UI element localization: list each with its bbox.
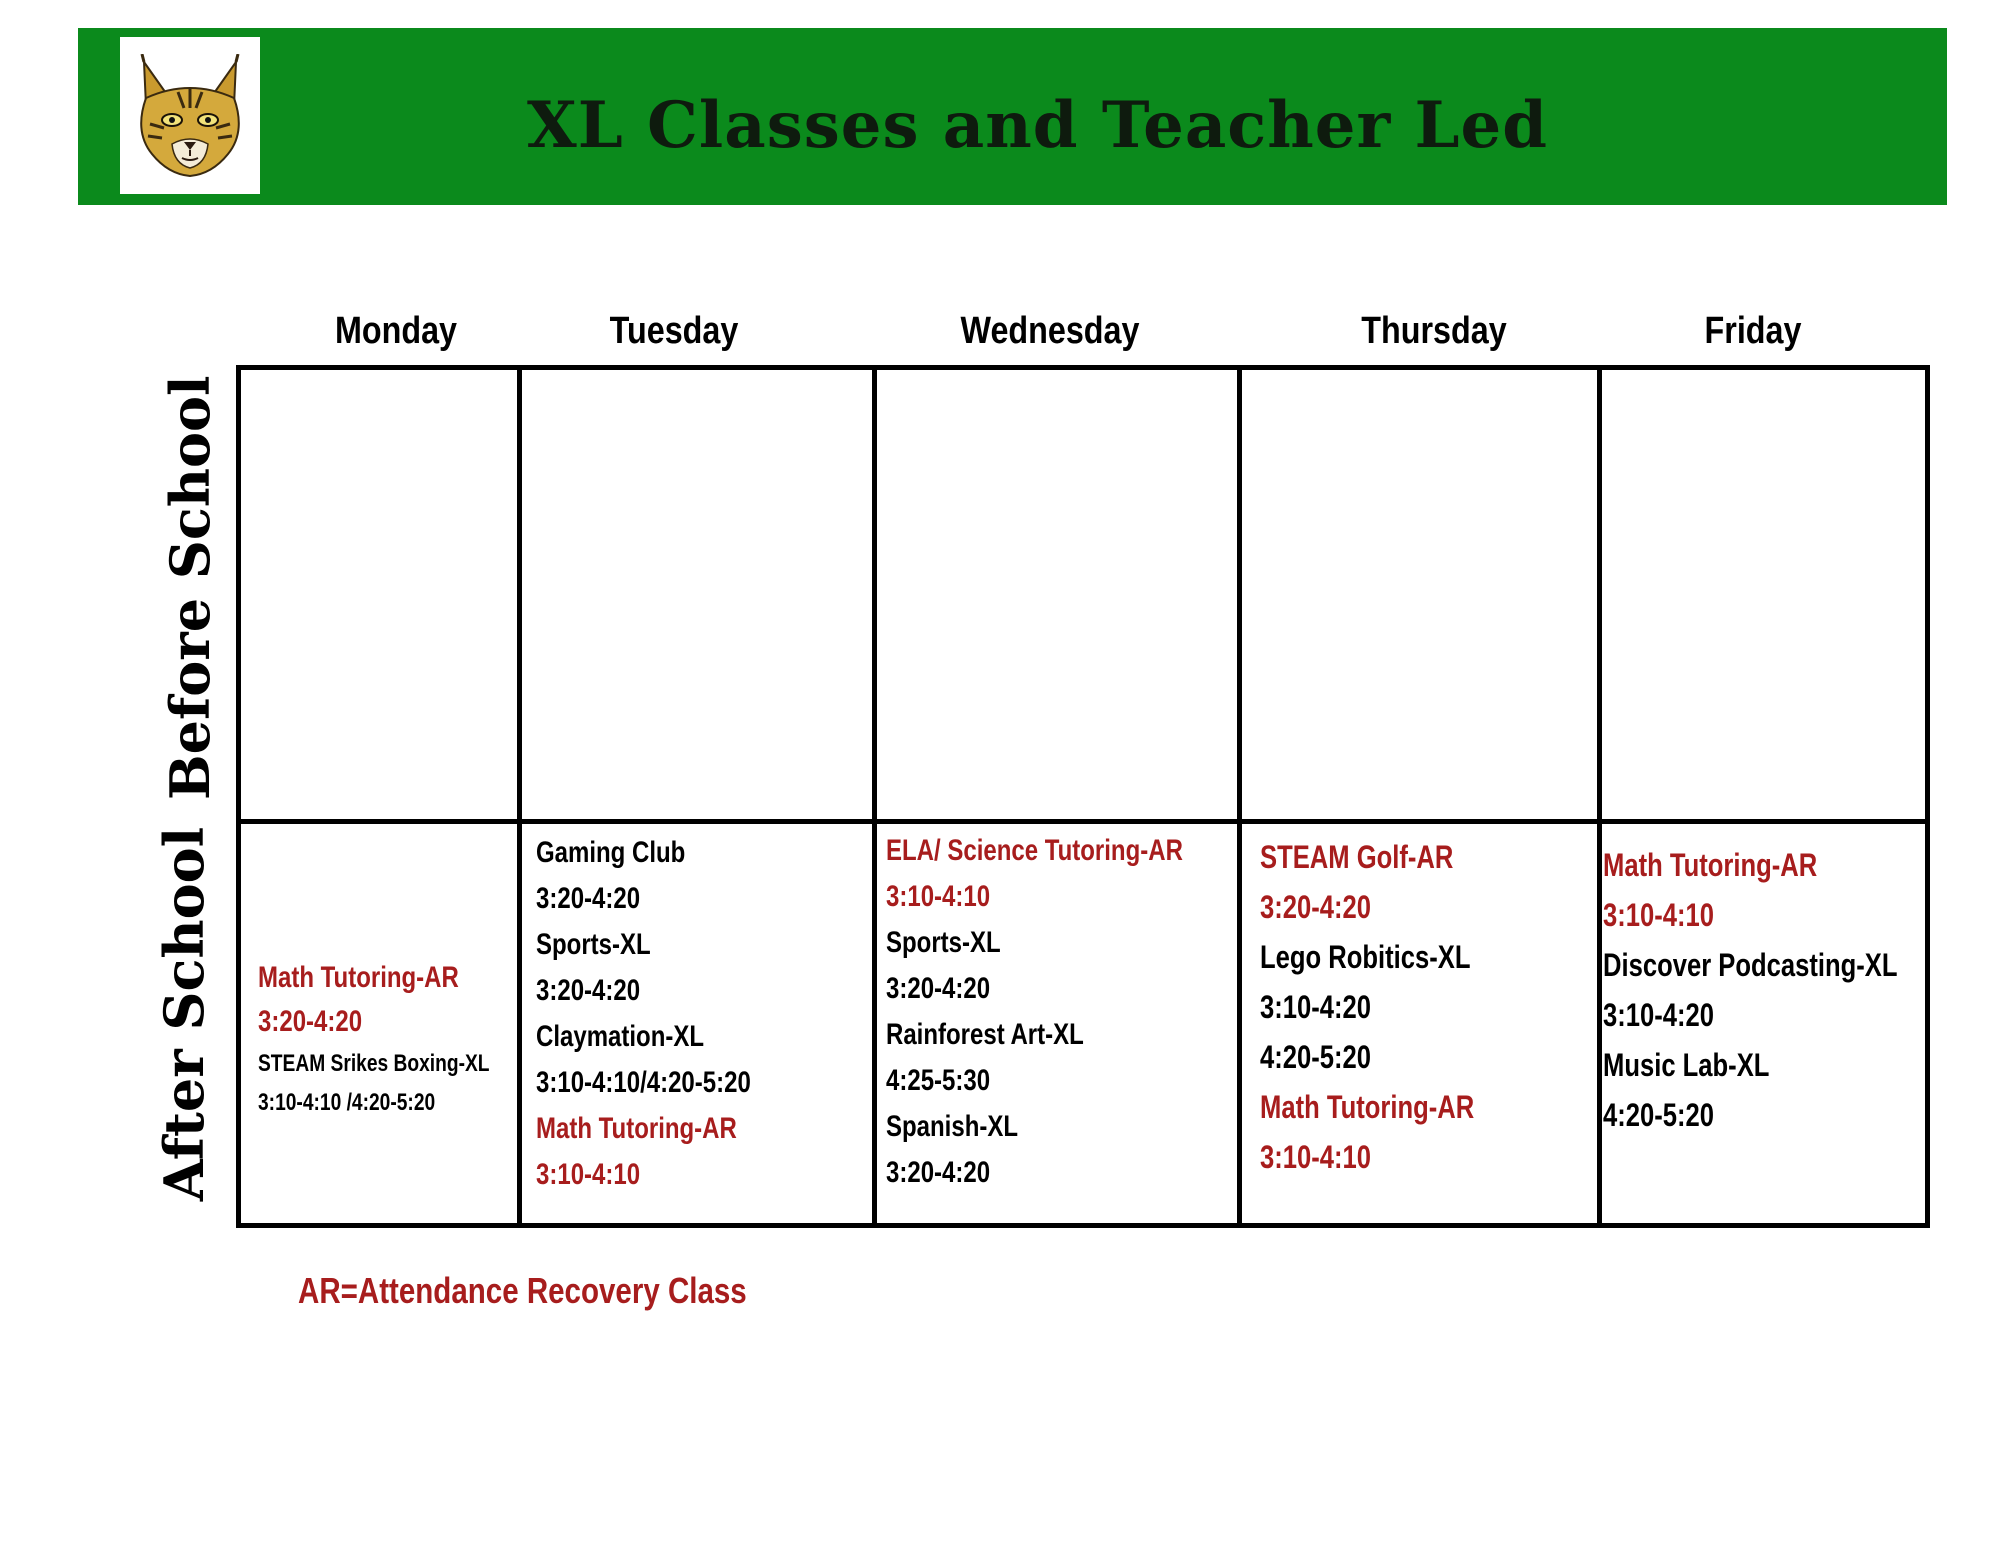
cell-line: Music Lab-XL [1603, 1047, 1770, 1083]
cell-line: Math Tutoring-AR [536, 1112, 737, 1145]
cell-line: Rainforest Art-XL [886, 1018, 1084, 1051]
row-label-before-school: Before School [158, 375, 222, 800]
cell-line: 3:10-4:10 [536, 1158, 641, 1191]
cell-line: Lego Robitics-XL [1260, 939, 1471, 975]
cell-line: 3:10-4:10 [1603, 897, 1714, 933]
cell-line: Math Tutoring-AR [1260, 1089, 1475, 1125]
cell-line: STEAM Golf-AR [1260, 839, 1454, 875]
grid-divider [1597, 370, 1602, 1223]
cell-line: Spanish-XL [886, 1110, 1019, 1143]
day-header-wednesday: Wednesday [960, 310, 1140, 352]
cell-line: 3:10-4:10/4:20-5:20 [536, 1066, 751, 1099]
cell-line: 3:10-4:10 [886, 880, 991, 913]
cell-line: 4:25-5:30 [886, 1064, 991, 1097]
grid-divider [517, 370, 522, 1223]
cell-line: Discover Podcasting-XL [1603, 947, 1898, 983]
cell-line: 3:10-4:10 [1260, 1139, 1371, 1175]
header-banner [78, 28, 1947, 205]
cell-line: 3:20-4:20 [1260, 889, 1371, 925]
cell-line: 3:20-4:20 [886, 1156, 991, 1189]
cell-line: 3:20-4:20 [536, 974, 641, 1007]
cell-line: ELA/ Science Tutoring-AR [886, 834, 1183, 867]
cell-line: 4:20-5:20 [1260, 1039, 1371, 1075]
cell-after-tuesday [536, 830, 751, 1198]
day-header-monday: Monday [334, 310, 458, 352]
cell-after-friday [1603, 840, 1897, 1140]
cell-line: Sports-XL [536, 928, 651, 961]
day-header-thursday: Thursday [1361, 310, 1507, 352]
grid-divider [872, 370, 877, 1223]
cell-line: 3:10-4:20 [1603, 997, 1714, 1033]
page-title: XL Classes and Teacher Led [527, 88, 1548, 163]
cell-line: Math Tutoring-AR [1603, 847, 1818, 883]
grid-divider [1237, 370, 1242, 1223]
cell-after-wednesday [886, 828, 1183, 1196]
cell-after-monday [258, 956, 490, 1122]
cell-line: 3:20-4:20 [258, 1005, 363, 1038]
day-header-friday: Friday [1704, 310, 1802, 352]
cell-line: 3:20-4:20 [886, 972, 991, 1005]
grid-row-divider [241, 819, 1925, 824]
cell-line: Gaming Club [536, 836, 686, 869]
cell-line: 3:20-4:20 [536, 882, 641, 915]
cell-line: STEAM Srikes Boxing-XL [258, 1050, 490, 1077]
cell-line: 4:20-5:20 [1603, 1097, 1714, 1133]
cell-line: 3:10-4:20 [1260, 989, 1371, 1025]
cell-line: Claymation-XL [536, 1020, 705, 1053]
row-label-after-school: After School [152, 826, 216, 1202]
legend-note: AR=Attendance Recovery Class [298, 1270, 747, 1311]
cell-after-thursday [1260, 832, 1474, 1182]
cell-line: Sports-XL [886, 926, 1001, 959]
cell-line: 3:10-4:10 /4:20-5:20 [258, 1089, 436, 1116]
day-header-tuesday: Tuesday [609, 310, 739, 352]
cell-line: Math Tutoring-AR [258, 961, 459, 994]
